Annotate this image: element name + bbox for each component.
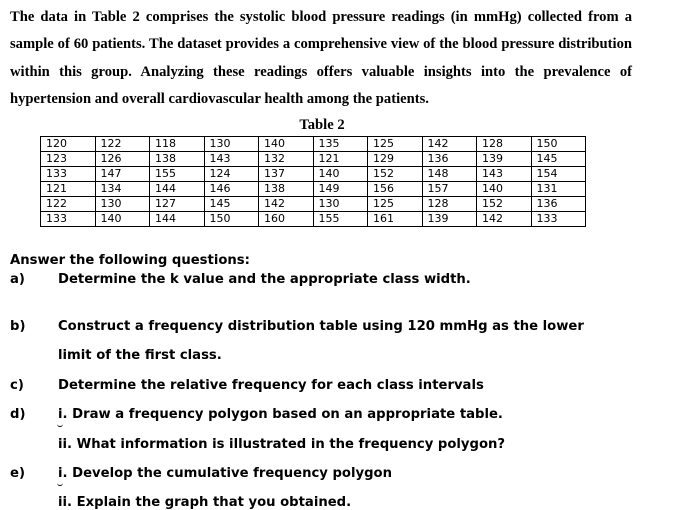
table-cell: 138 <box>259 182 314 197</box>
question-b-letter: b) <box>10 319 26 334</box>
table-row <box>41 167 586 182</box>
table-title: Table 2 <box>299 117 345 133</box>
table-cell: 160 <box>259 212 314 227</box>
table-cell: 145 <box>204 197 259 212</box>
table-cell: 150 <box>204 212 259 227</box>
table-cell: 122 <box>95 137 150 152</box>
table-cell: 147 <box>95 167 150 182</box>
question-b-line1: Construct a frequency distribution table using 120 mmHg as the lower <box>58 319 584 334</box>
question-d-part2: ii. What information is illustrated in the frequency polygon? <box>58 437 506 452</box>
table-cell: 144 <box>150 212 205 227</box>
table-cell: 121 <box>313 152 368 167</box>
intro-paragraph: The data in Table 2 comprises the systolic blood pressure readings (in mmHg) collected from a sample of 60 patients. The dataset provides a comprehensive view of the blood pressure distribution within this group. Analyzing these readings offers valuable insights into the prevalence of hypertension and overall cardiovascular health among the patients. <box>10 9 632 107</box>
table-cell: 139 <box>477 152 532 167</box>
blood-pressure-table <box>40 136 586 227</box>
question-a-letter: a) <box>10 272 25 287</box>
table-row <box>41 137 586 152</box>
question-e-part1-numeral: i <box>58 466 63 481</box>
table-cell: 129 <box>368 152 423 167</box>
table-cell: 137 <box>259 167 314 182</box>
table-cell: 139 <box>422 212 477 227</box>
table-cell: 140 <box>259 137 314 152</box>
table-cell: 134 <box>95 182 150 197</box>
table-cell: 123 <box>41 152 96 167</box>
table-cell: 138 <box>150 152 205 167</box>
table-cell: 135 <box>313 137 368 152</box>
question-c-letter: c) <box>10 378 24 393</box>
table-cell: 155 <box>150 167 205 182</box>
table-cell: 122 <box>41 197 96 212</box>
table-cell: 146 <box>204 182 259 197</box>
table-cell: 136 <box>422 152 477 167</box>
question-c-text: Determine the relative frequency for each class intervals <box>58 378 484 393</box>
table-cell: 145 <box>531 152 586 167</box>
question-d-part1-text: . Draw a frequency polygon based on an appropriate table. <box>62 407 503 422</box>
table-cell: 156 <box>368 182 423 197</box>
table-cell: 143 <box>204 152 259 167</box>
table-cell: 140 <box>95 212 150 227</box>
questions-heading: Answer the following questions: <box>10 253 250 268</box>
table-cell: 143 <box>477 167 532 182</box>
question-e-letter: e) <box>10 466 25 481</box>
table-cell: 126 <box>95 152 150 167</box>
table-cell: 144 <box>150 182 205 197</box>
table-cell: 149 <box>313 182 368 197</box>
table-cell: 125 <box>368 197 423 212</box>
table-cell: 130 <box>313 197 368 212</box>
question-d-part1 <box>58 407 503 422</box>
table-cell: 128 <box>477 137 532 152</box>
table-cell: 128 <box>422 197 477 212</box>
table-row <box>41 182 586 197</box>
table-cell: 142 <box>477 212 532 227</box>
question-a-text: Determine the k value and the appropriate class width. <box>58 272 471 287</box>
question-b-line2: limit of the first class. <box>58 348 222 363</box>
table-cell: 150 <box>531 137 586 152</box>
table-cell: 127 <box>150 197 205 212</box>
question-d-letter: d) <box>10 407 26 422</box>
table-cell: 131 <box>531 182 586 197</box>
question-e-part1 <box>58 466 392 481</box>
table-cell: 120 <box>41 137 96 152</box>
table-cell: 155 <box>313 212 368 227</box>
table-cell: 152 <box>368 167 423 182</box>
table-cell: 161 <box>368 212 423 227</box>
table-cell: 118 <box>150 137 205 152</box>
table-cell: 154 <box>531 167 586 182</box>
table-cell: 157 <box>422 182 477 197</box>
table-row <box>41 212 586 227</box>
table-cell: 140 <box>313 167 368 182</box>
table-cell: 136 <box>531 197 586 212</box>
table-cell: 152 <box>477 197 532 212</box>
table-cell: 121 <box>41 182 96 197</box>
question-e-part1-text: . Develop the cumulative frequency polygon <box>62 466 392 481</box>
table-cell: 142 <box>259 197 314 212</box>
table-cell: 132 <box>259 152 314 167</box>
question-d-part1-numeral: i <box>58 407 63 422</box>
table-cell: 124 <box>204 167 259 182</box>
table-row <box>41 197 586 212</box>
question-e-part2: ii. Explain the graph that you obtained. <box>58 495 352 510</box>
table-cell: 140 <box>477 182 532 197</box>
table-cell: 133 <box>531 212 586 227</box>
table-cell: 148 <box>422 167 477 182</box>
table-cell: 125 <box>368 137 423 152</box>
table-row <box>41 152 586 167</box>
table-cell: 142 <box>422 137 477 152</box>
table-cell: 133 <box>41 212 96 227</box>
table-cell: 133 <box>41 167 96 182</box>
table-cell: 130 <box>95 197 150 212</box>
table-cell: 130 <box>204 137 259 152</box>
